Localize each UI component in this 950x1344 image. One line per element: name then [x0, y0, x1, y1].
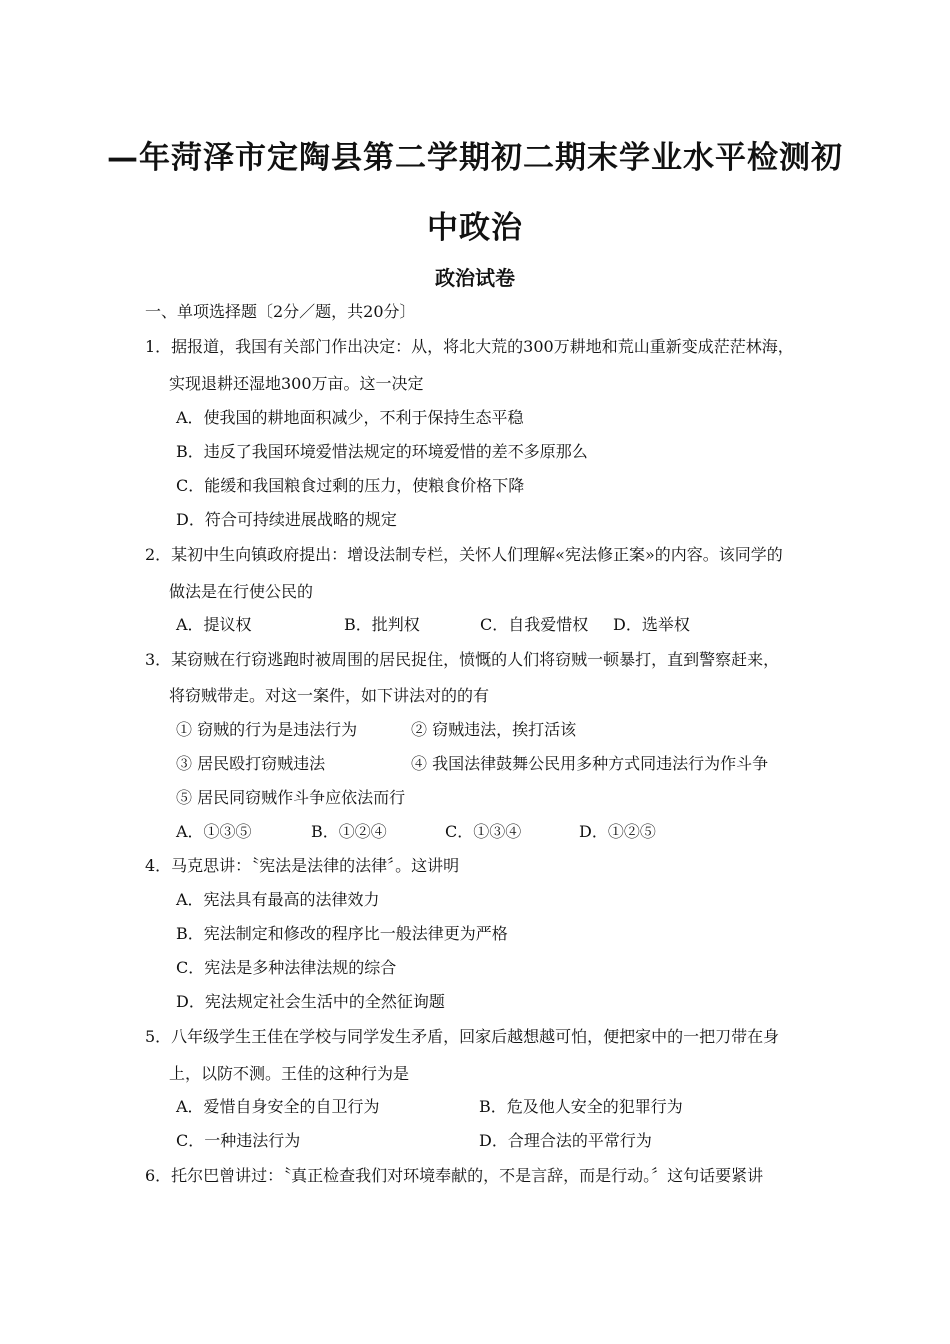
section-heading: 一、单项选择题〔2分／题，共20分〕: [145, 302, 416, 321]
question-6-stem: 6．托尔巴曾讲过：〝真正检查我们对环境奉献的，不是言辞，而是行动。〞这句话要紧讲: [145, 1166, 764, 1185]
question-4-option-c: C．宪法是多种法律法规的综合: [176, 958, 397, 977]
question-3-stem-line2: 将窃贼带走。对这一案件，如下讲法对的的有: [169, 686, 490, 705]
question-4-option-a: A．宪法具有最高的法律效力: [176, 890, 380, 909]
question-3-item-3: ③ 居民殴打窃贼违法: [176, 754, 326, 773]
question-5-option-d: D．合理合法的平常行为: [479, 1131, 652, 1150]
question-3-stem-line1: 3．某窃贼在行窃逃跑时被周围的居民捉住，愤慨的人们将窃贼一顿暴打，直到警察赶来，: [145, 650, 780, 669]
question-2-stem-line1: 2．某初中生向镇政府提出：增设法制专栏，关怀人们理解«宪法修正案»的内容。该同学的: [145, 545, 783, 564]
question-3-option-a: A．①③⑤: [176, 822, 252, 841]
question-3-option-c: C．①③④: [445, 822, 522, 841]
question-1-option-c: C．能缓和我国粮食过剩的压力，使粮食价格下降: [176, 476, 525, 495]
question-5-stem-line2: 上，以防不测。王佳的这种行为是: [169, 1064, 410, 1083]
question-5-option-c: C．一种违法行为: [176, 1131, 301, 1150]
question-1-stem-line2: 实现退耕还湿地300万亩。这一决定: [169, 374, 424, 393]
question-2-option-d: D．选举权: [613, 615, 690, 634]
question-1-option-a: A．使我国的耕地面积减少，不利于保持生态平稳: [176, 408, 524, 427]
question-3-item-5: ⑤ 居民同窃贼作斗争应依法而行: [176, 788, 406, 807]
exam-subtitle: 政治试卷: [435, 266, 515, 290]
question-4-option-d: D．宪法规定社会生活中的全然征询题: [176, 992, 445, 1011]
exam-title-line2: 中政治: [427, 210, 523, 246]
question-3-option-d: D．①②⑤: [579, 822, 656, 841]
question-3-item-4: ④ 我国法律鼓舞公民用多种方式同违法行为作斗争: [411, 754, 769, 773]
question-1-stem-line1: 1．据报道，我国有关部门作出决定：从，将北大荒的300万耕地和荒山重新变成茫茫林海，: [145, 337, 794, 356]
question-5-option-b: B．危及他人安全的犯罪行为: [479, 1097, 683, 1116]
question-5-stem-line1: 5．八年级学生王佳在学校与同学发生矛盾，回家后越想越可怕，便把家中的一把刀带在身: [145, 1027, 780, 1046]
question-2-option-c: C．自我爱惜权: [480, 615, 589, 634]
question-1-option-b: B．违反了我国环境爱惜法规定的环境爱惜的差不多原那么: [176, 442, 588, 461]
question-2-option-a: A．提议权: [176, 615, 252, 634]
question-3-item-2: ② 窃贼违法，挨打活该: [411, 720, 577, 739]
exam-title-line1: —年菏泽市定陶县第二学期初二期末学业水平检测初: [107, 140, 843, 176]
question-2-stem-line2: 做法是在行使公民的: [169, 582, 314, 601]
question-3-item-1: ① 窃贼的行为是违法行为: [176, 720, 358, 739]
question-4-option-b: B．宪法制定和修改的程序比一般法律更为严格: [176, 924, 508, 943]
question-1-option-d: D．符合可持续进展战略的规定: [176, 510, 397, 529]
question-5-option-a: A．爱惜自身安全的自卫行为: [176, 1097, 380, 1116]
question-4-stem: 4．马克思讲：〝宪法是法律的法律〞。这讲明: [145, 856, 460, 875]
question-2-option-b: B．批判权: [344, 615, 420, 634]
question-3-option-b: B．①②④: [311, 822, 387, 841]
